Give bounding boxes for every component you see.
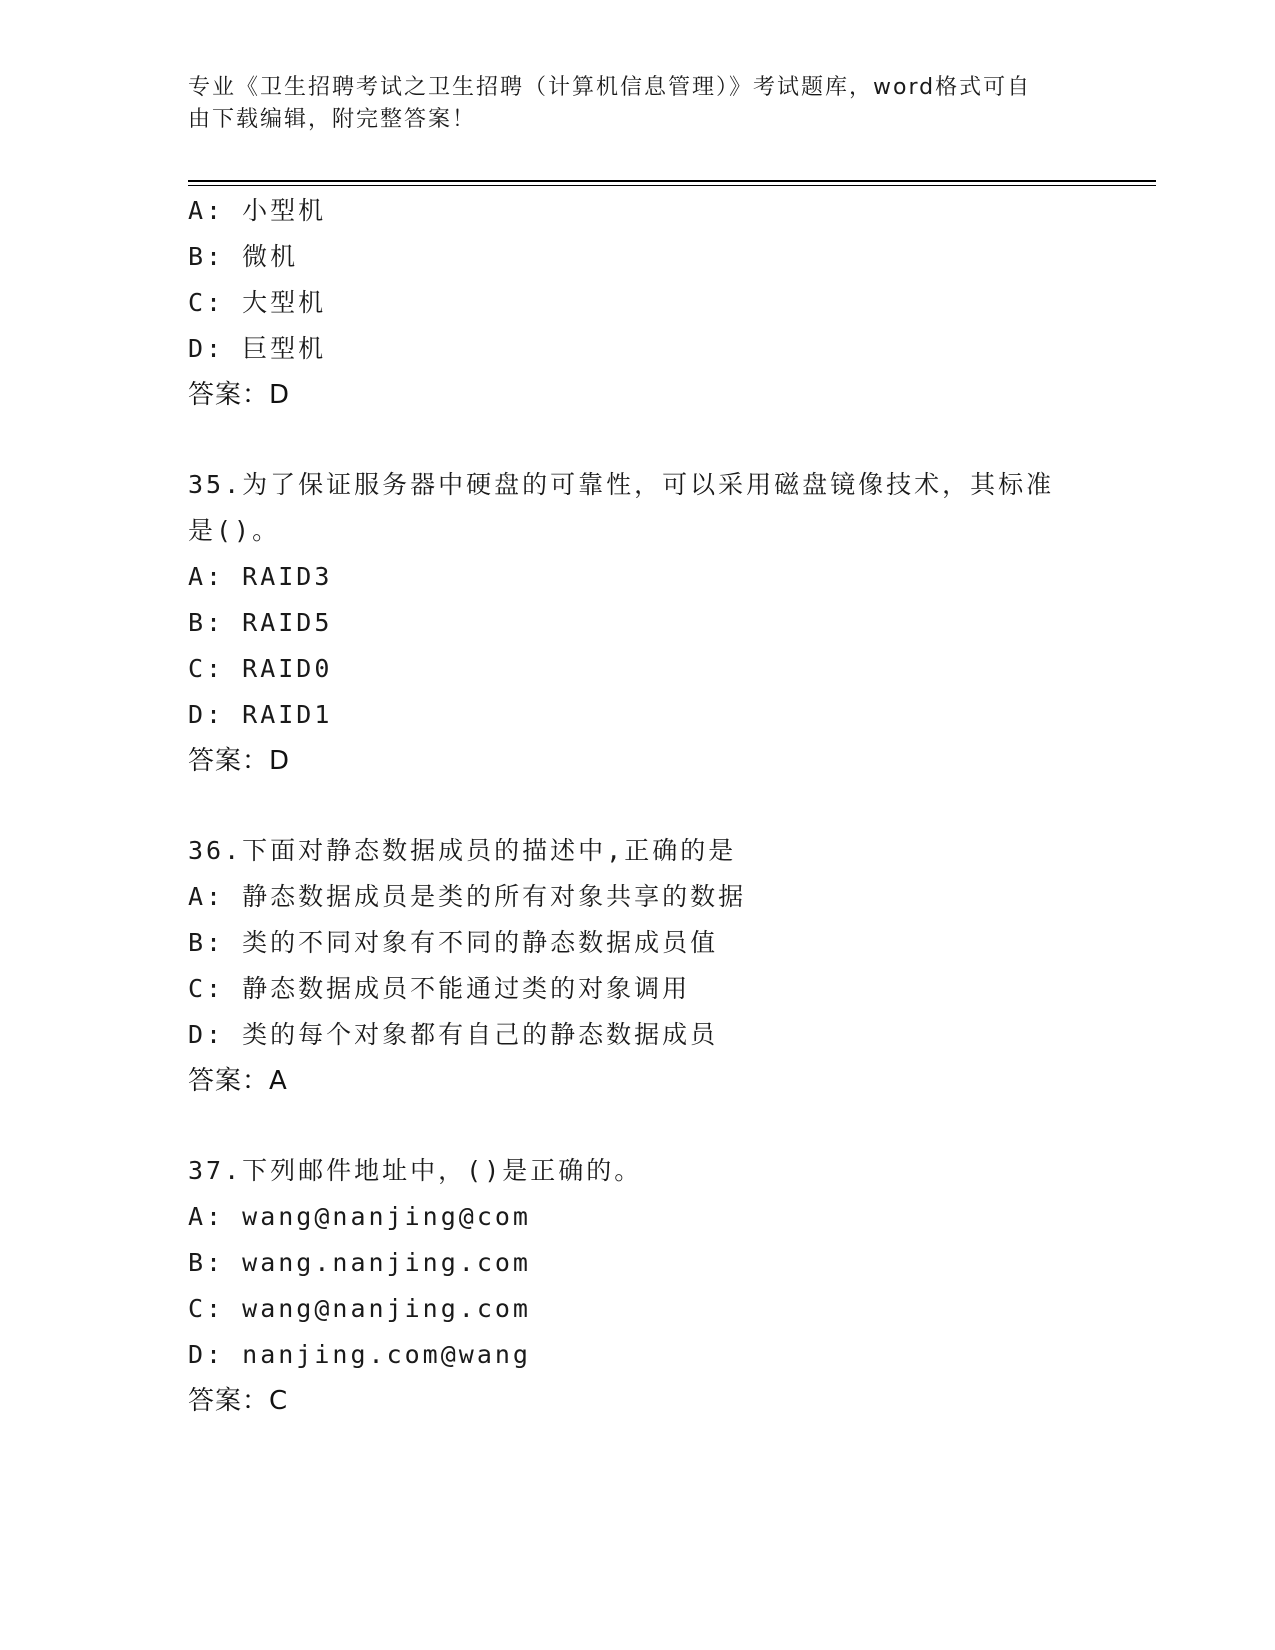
header-divider-thin — [188, 185, 1156, 186]
option-c: C: 静态数据成员不能通过类的对象调用 — [188, 974, 691, 1003]
question-35 — [188, 462, 1088, 784]
header-line-1: 专业《卫生招聘考试之卫生招聘（计算机信息管理）》考试题库，word格式可自 — [188, 75, 1032, 100]
option-a: A: wang@nanjing@com — [188, 1202, 531, 1231]
answer-label: 答案：C — [188, 1386, 289, 1416]
option-a: A: 小型机 — [188, 196, 327, 225]
option-a: A: RAID3 — [188, 562, 333, 591]
spacer — [188, 1104, 1088, 1148]
question-stem: 35.为了保证服务器中硬盘的可靠性，可以采用磁盘镜像技术，其标准 — [188, 470, 1055, 499]
option-b: B: wang.nanjing.com — [188, 1248, 531, 1277]
question-list — [188, 188, 1088, 1424]
option-c: C: RAID0 — [188, 654, 333, 683]
document-header — [188, 72, 1088, 136]
option-d: D: RAID1 — [188, 700, 333, 729]
option-c: C: 大型机 — [188, 288, 327, 317]
question-34 — [188, 188, 1088, 418]
question-37 — [188, 1148, 1088, 1424]
question-stem: 37.下列邮件地址中，()是正确的。 — [188, 1156, 643, 1185]
header-line-2: 由下载编辑，附完整答案！ — [188, 107, 477, 132]
option-d: D: 类的每个对象都有自己的静态数据成员 — [188, 1020, 719, 1049]
answer-label: 答案：D — [188, 746, 291, 776]
option-c: C: wang@nanjing.com — [188, 1294, 531, 1323]
answer-label: 答案：D — [188, 380, 291, 410]
answer-label: 答案：A — [188, 1066, 288, 1096]
question-stem: 36.下面对静态数据成员的描述中,正确的是 — [188, 836, 737, 865]
header-divider-thick — [188, 180, 1156, 182]
question-36 — [188, 828, 1088, 1104]
spacer — [188, 784, 1088, 828]
option-d: D: nanjing.com@wang — [188, 1340, 531, 1369]
option-b: B: 类的不同对象有不同的静态数据成员值 — [188, 928, 719, 957]
spacer — [188, 418, 1088, 462]
question-stem-continued: 是()。 — [188, 516, 281, 545]
option-b: B: 微机 — [188, 242, 299, 271]
option-d: D: 巨型机 — [188, 334, 327, 363]
option-b: B: RAID5 — [188, 608, 333, 637]
option-a: A: 静态数据成员是类的所有对象共享的数据 — [188, 882, 747, 911]
